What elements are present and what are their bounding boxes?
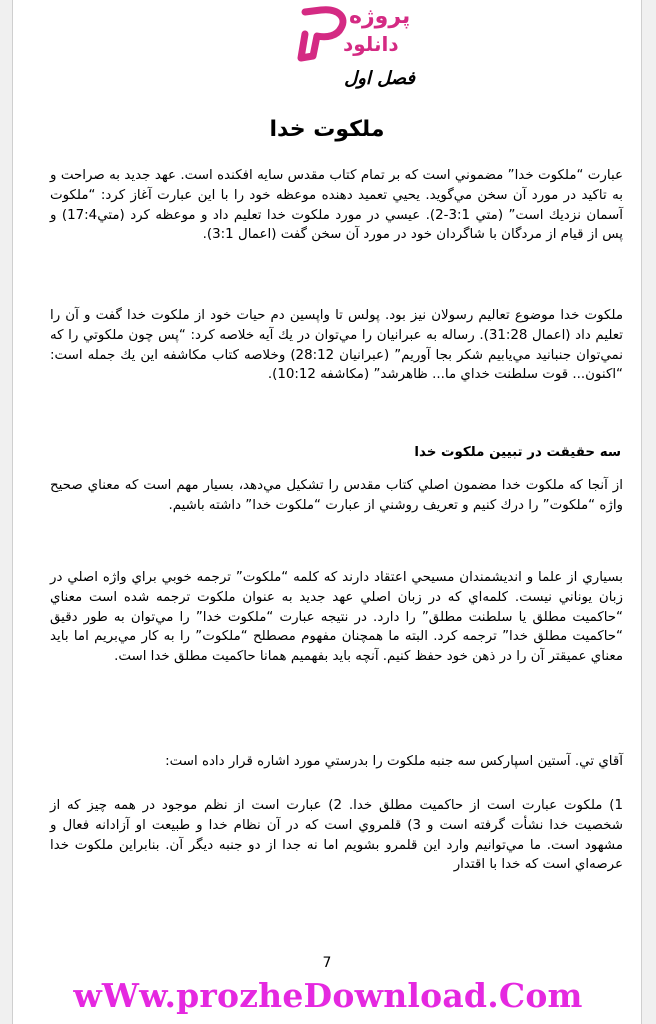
paragraph-text: 1) ملكوت عبارت است از حاكميت مطلق خدا. 2) عبارت است از نظم موجود در همه چيز كه از شخصيت خدا نشأت گرفته است و 3) قلمروي است كه در آن نظام خدا و طبيعت او آزادانه فعال و مشهود است. ما مي‌توانيم وارد اين قلمرو بشويم اما نه جدا از دو جنبه ديگر آن. بنابراين ملكوت خدا عرصه‌اي است كه خدا با اقتدار <box>50 798 623 873</box>
paragraph-text: عبارت “ملكوت خدا” مضموني است كه بر تمام كتاب مقدس سايه افكنده است. عهد جديد به صراحت و به تاكيد در مورد آن سخن مي‌گويد. يحيي تعميد دهنده موعظه خود را با اين عبارت آغاز كرد: “ملكوت آسمان نزديك است” (متي 3:1-2). عيسي در مورد ملكوت خدا تعليم داد و موعظه كرد (متي17:4) و پس از قيام از مردگان با شاگردان خود در مورد آن سخن گفت (اعمال 3:1). <box>50 168 623 243</box>
logo-text-line2: دانلود <box>343 32 399 56</box>
section-paragraph-4 <box>50 796 623 875</box>
brand-logo <box>291 4 421 66</box>
section-paragraph-3 <box>50 752 623 772</box>
chapter-label: فصل اول <box>344 68 415 89</box>
intro-paragraph-1 <box>50 166 623 245</box>
paragraph-text: آقاي تي. آستين اسپاركس سه جنبه ملكوت را بدرستي مورد اشاره قرار داده است: <box>165 754 623 769</box>
section-paragraph-1 <box>50 476 623 516</box>
section-heading: سه حقيقت در تبيين ملكوت خدا <box>414 445 621 460</box>
logo-text-line1: پروژه <box>349 4 411 29</box>
document-page <box>12 0 642 1024</box>
section-paragraph-2 <box>50 568 623 667</box>
intro-paragraph-2 <box>50 306 623 385</box>
page-number: 7 <box>322 955 332 971</box>
page-title: ملکوت خدا <box>269 117 385 142</box>
watermark-url: wWw.prozheDownload.Com <box>73 976 583 1015</box>
paragraph-text: از آنجا كه ملكوت خدا مضمون اصلي كتاب مقدس را تشكيل مي‌دهد، بسيار مهم است كه معناي صحيح واژه “ملكوت” را درك كنيم و تعريف روشني از عبارت “ملكوت خدا” داشته باشيم. <box>50 478 623 513</box>
paragraph-text: بسياري از علما و انديشمندان مسيحي اعتقاد دارند كه كلمه “ملكوت” ترجمه خوبي براي واژه اصلي در زبان يوناني نيست. كلمه‌اي كه در زبان اصلي عهد جديد به عنوان ملكوت ترجمه شده است معناي “حاكميت مطلق يا سلطنت مطلق” را دارد. در نتيجه عبارت “ملكوت خدا” را مي‌توان به طور دقيق “حاكميت مطلق خدا” ترجمه كرد. البته ما همچنان مفهوم مصطلح “ملكوت” را به كار مي‌بريم اما بايد معناي عميقتر آن را در ذهن خود حفظ كنيم. آنچه بايد بفهميم همانا حاكميت مطلق خدا است. <box>50 570 623 665</box>
paragraph-text: ملكوت خدا موضوع تعاليم رسولان نيز بود. پولس تا واپسين دم حيات خود از ملكوت خدا گفت و آن را تعليم داد (اعمال 31:28). رساله به عبرانيان را مي‌توان در يك آيه خلاصه كرد: “پس چون ملكوتي را كه نمي‌توان جنبانيد مي‌يابيم شكر بجا آوريم” (عبرانيان 28:12) وخلاصه كتاب مكاشفه اين يك جمله است: “اكنون... قوت سلطنت خداي ما... ظاهرشد” (مكاشفه 10:12). <box>50 308 623 383</box>
